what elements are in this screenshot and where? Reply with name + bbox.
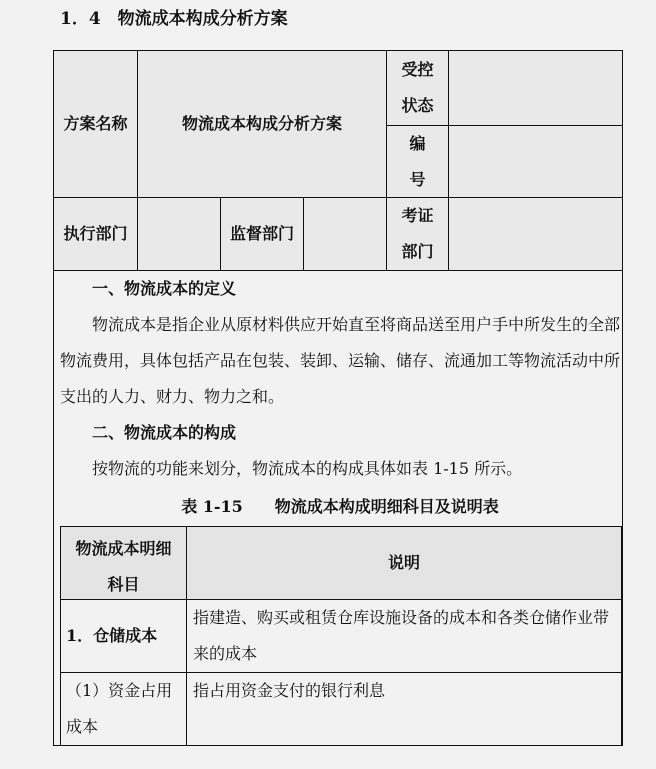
- table-caption: 表 1-15 物流成本构成明细科目及说明表: [181, 497, 499, 516]
- number-value[interactable]: [448, 125, 623, 198]
- detail-header-item: 物流成本明细科目: [60, 526, 187, 600]
- detail-row-item: （1）资金占用成本: [60, 672, 187, 746]
- section2-text: 按物流的功能来划分，物流成本的构成具体如表 1-15 所示。: [92, 459, 523, 478]
- section1-text: 物流成本是指企业从原材料供应开始直至将商品送至用户手中所发生的全部物流费用，具体包括产品在包装、装卸、运输、储存、流通加工等物流活动中所支出的人力、财力、物力之和。: [60, 315, 621, 406]
- exec-dept-value[interactable]: [137, 197, 221, 271]
- audit-dept-value[interactable]: [448, 197, 623, 271]
- supervise-dept-label: 监督部门: [220, 197, 304, 271]
- detail-header-desc: 说明: [186, 526, 622, 600]
- number-label: 编号: [386, 125, 449, 198]
- section2-title: 二、物流成本的构成: [92, 423, 237, 442]
- controlled-status-label: 受控状态: [386, 50, 449, 126]
- detail-row-desc: 指建造、购买或租赁仓库设施设备的成本和各类仓储作业带来的成本: [186, 599, 622, 673]
- exec-dept-label: 执行部门: [53, 197, 138, 271]
- plan-name-value: 物流成本构成分析方案: [137, 50, 387, 198]
- controlled-status-value[interactable]: [448, 50, 623, 126]
- audit-dept-label: 考证部门: [386, 197, 449, 271]
- supervise-dept-value[interactable]: [303, 197, 387, 271]
- section1-title: 一、物流成本的定义: [92, 279, 237, 298]
- detail-row-item: 1．仓储成本: [60, 599, 187, 673]
- plan-name-label: 方案名称: [53, 50, 138, 198]
- detail-row-desc: 指占用资金支付的银行利息: [186, 672, 622, 746]
- section-heading: 1．4 物流成本构成分析方案: [60, 9, 288, 29]
